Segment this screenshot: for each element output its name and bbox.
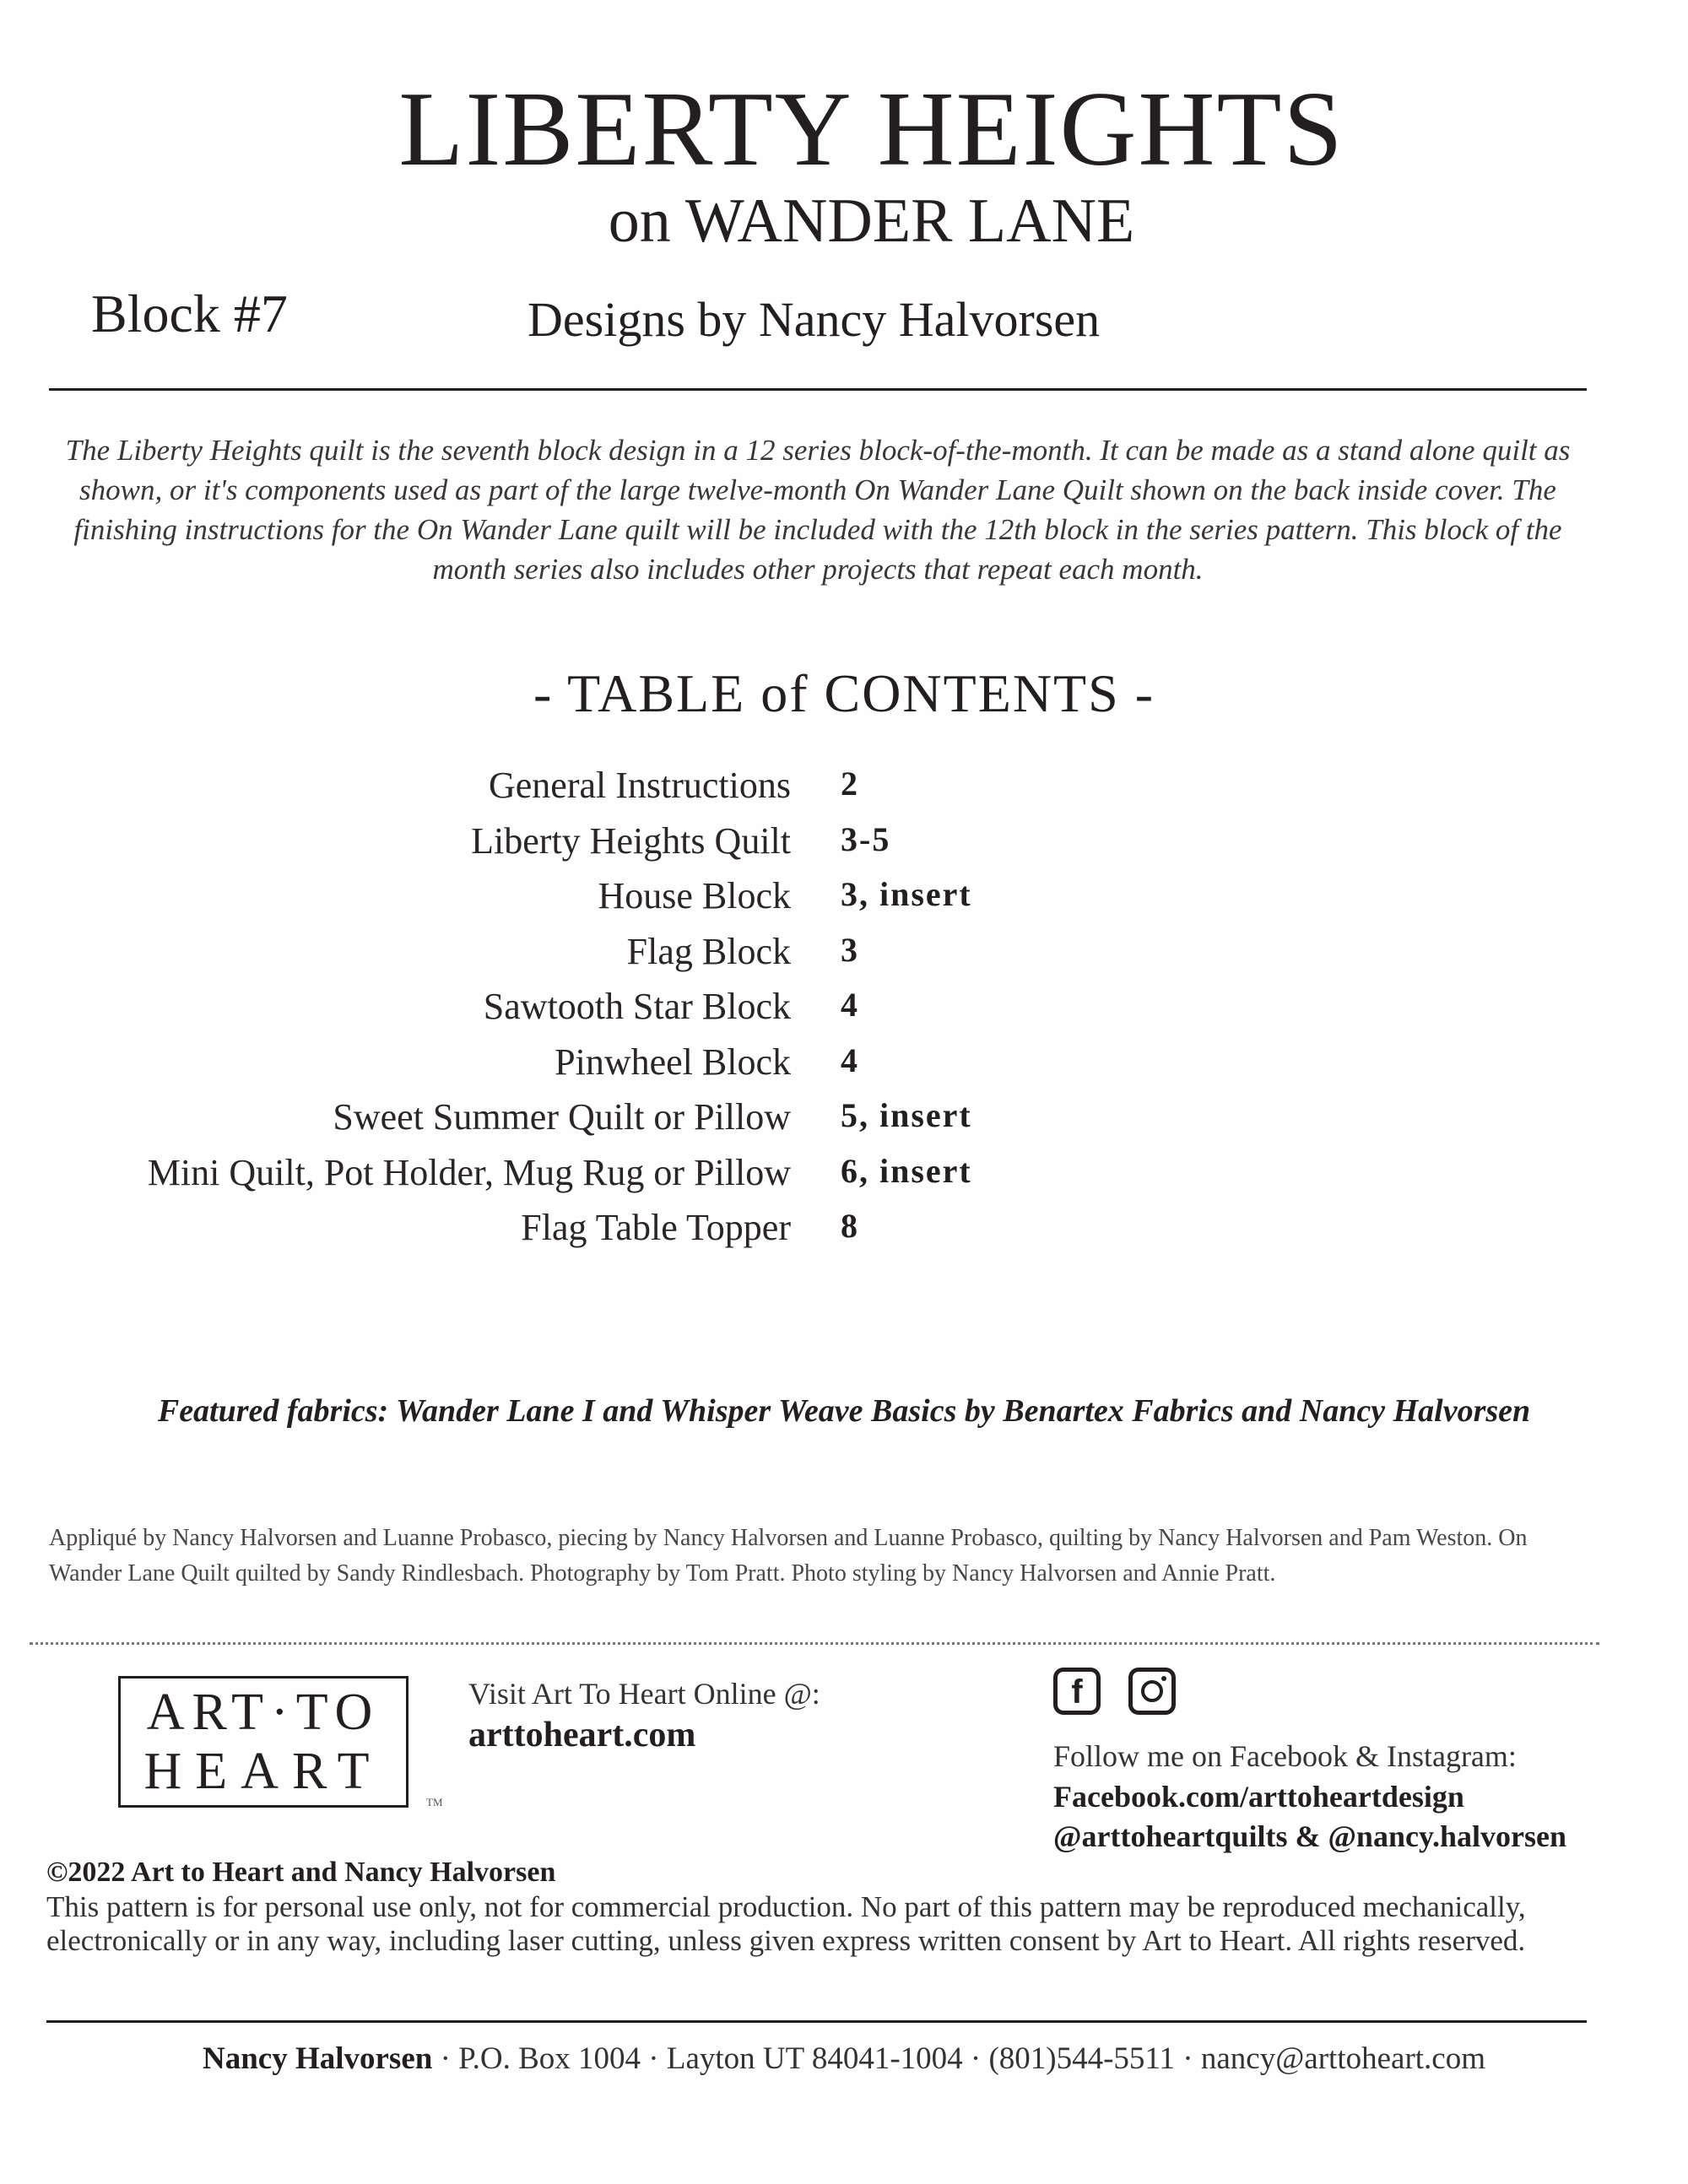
visit-label: Visit Art To Heart Online @: [468,1677,820,1711]
toc-row[interactable] [0,1041,1688,1095]
toc-page-number: 6, insert [841,1151,972,1190]
intro-paragraph: The Liberty Heights quilt is the seventh block design in a 12 series block-of-the-month. It can be made as a stand alone quilt as shown, or it's components used as part of the large twelve-month On Wander Lane Quilt shown on the back inside cover. The finishing instructions for the On Wander Lane quilt will be included with the 12th block in the series pattern. This block of the month series also includes other projects that repeat each month. [65,434,1571,586]
toc-label: Flag Table Topper [521,1207,791,1248]
toc-title: - TABLE of CONTENTS - [533,663,1155,723]
toc-label: Flag Block [626,930,791,972]
dotted-divider [30,1642,1599,1645]
toc-label: Sawtooth Star Block [483,986,791,1027]
page-subtitle: on WANDER LANE [608,187,1135,256]
contact-name: Nancy Halvorsen [202,2041,433,2076]
facebook-link[interactable]: Facebook.com/arttoheartdesign [1053,1780,1464,1814]
follow-label: Follow me on Facebook & Instagram: [1053,1739,1517,1773]
trademark-mark: TM [426,1796,443,1808]
contact-details: · P.O. Box 1004 · Layton UT 84041-1004 · (801)544-5511 · nancy@arttoheart.com [432,2041,1485,2076]
credits-text: Appliqué by Nancy Halvorsen and Luanne Probasco, piecing by Nancy Halvorsen and Luanne Probasco, quilting by Nancy Halvorsen and Pam Weston. On Wander Lane Quilt quilted by Sandy Rindlesbach. Photography by Tom Pratt. Photo styling by Nancy Halvorsen and Annie Pratt. [49,1525,1528,1587]
toc-page-number: 4 [841,1041,859,1079]
toc-page-number: 2 [841,765,859,803]
contact-line [0,2041,1688,2077]
page-title: LIBERTY HEIGHTS [398,71,1344,188]
toc-row[interactable] [0,819,1688,874]
toc-page-number: 3 [841,930,859,969]
logo-text-line2: HEART [143,1743,383,1800]
toc-label: Sweet Summer Quilt or Pillow [333,1096,791,1138]
logo-text-line1: ART·TO [146,1684,381,1741]
toc-row[interactable] [0,930,1688,985]
facebook-icon[interactable]: f [1053,1668,1101,1715]
featured-fabrics: Featured fabrics: Wander Lane I and Whisper Weave Basics by Benartex Fabrics and Nancy Halvorsen [157,1393,1531,1429]
toc-row[interactable] [0,874,1688,929]
toc-row[interactable] [0,1095,1688,1150]
instagram-icon[interactable] [1128,1668,1176,1715]
toc-row[interactable] [0,1151,1688,1206]
toc-row[interactable] [0,1206,1688,1261]
copyright-notice: This pattern is for personal use only, not for commercial production. No part of this pattern may be reproduced mechanically, electronically or in any way, including laser cutting, unless given express written consent by Art to Heart. All rights reserved. [46,1890,1526,1957]
toc-label: General Instructions [489,765,791,806]
website-link[interactable]: arttoheart.com [468,1716,696,1754]
toc-label: Pinwheel Block [555,1041,791,1083]
toc-label: House Block [598,875,791,916]
toc-row[interactable] [0,985,1688,1040]
toc-page-number: 3-5 [841,819,891,858]
toc-row[interactable] [0,764,1688,819]
toc-label: Liberty Heights Quilt [471,819,791,862]
designer-credit: Designs by Nancy Halvorsen [528,292,1101,347]
instagram-handles[interactable]: @arttoheartquilts & @nancy.halvorsen [1053,1819,1566,1853]
toc-label: Mini Quilt, Pot Holder, Mug Rug or Pillow [147,1151,791,1193]
block-number: Block #7 [91,284,288,343]
header-divider [49,388,1587,391]
toc-page-number: 3, insert [841,875,972,913]
copyright-heading: ©2022 Art to Heart and Nancy Halvorsen [46,1857,556,1888]
toc-page-number: 4 [841,986,859,1024]
footer-divider [46,2020,1587,2023]
toc-page-number: 8 [841,1207,859,1245]
toc-page-number: 5, insert [841,1096,972,1134]
